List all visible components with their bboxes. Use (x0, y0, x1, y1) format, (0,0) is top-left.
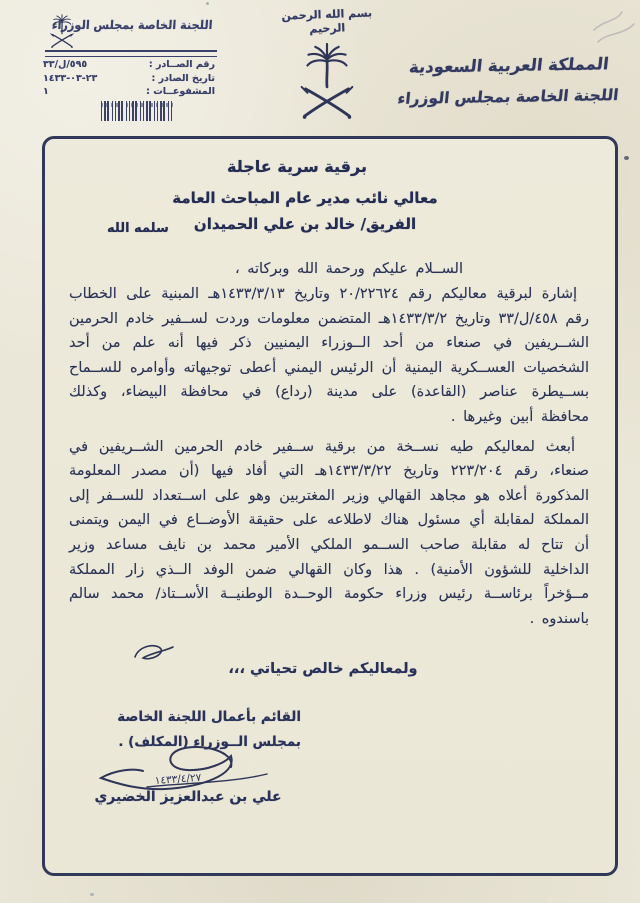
paragraph-1: إشارة لبرقية معاليكم رقم ٢٠/٢٢٦٢٤ وتاريخ ١٤٣٣/٣/١٣هـ المبنية على الخطاب رقم ٤٥٨/ل/٣٣ وتاريخ ١٤٣٣/٣/٢هـ المتضمن معلومات وردت لســفير خادم الحرمين الشــريفين في صنعاء من أحد الــوزراء اليمنيين ذكر فيها أنه علم من أحد الشخصيات العســكرية اليمنية أن الرئيس اليمني أعطى توجيهاته وأوامره للســماح بســيطرة عناصر (القاعدة) على مدينة (رداع) في محافظة البيضاء، وكذلك محافظة أبين وغيرها . (69, 286, 589, 425)
salutation: سلمه الله (107, 221, 169, 236)
paper-speck (90, 893, 94, 896)
greeting-line: الســلام عليكم ورحمة الله وبركاته ، (234, 261, 463, 277)
sender-capacity-line-1: القائم بأعمال اللجنة الخاصة (117, 709, 301, 725)
saudi-emblem-icon (294, 42, 360, 124)
barcode (101, 101, 173, 121)
basmala-calligraphy: بسم الله الرحمن الرحيم (281, 6, 373, 36)
outgoing-stamp (35, 6, 220, 126)
stamp-field-outgoing-number (43, 58, 215, 72)
pencil-marks-icon (588, 0, 640, 52)
stamp-fields (43, 58, 215, 99)
letterhead-kingdom: المملكة العربية السعودية (408, 54, 610, 77)
paper-speck (624, 156, 629, 160)
field-value: ٥٩٥/ل/٣٣ (43, 59, 88, 70)
stamp-title: اللجنة الخاصة بمجلس الوزراء (51, 18, 213, 32)
stamp-divider (45, 50, 217, 57)
addressee-name: الفريق/ خالد بن علي الحميدان (193, 215, 417, 233)
letter-frame (42, 136, 618, 876)
field-value: ١ (43, 86, 49, 97)
addressee-title: معالي نائب مدير عام المباحث العامة (172, 189, 438, 207)
paragraph-2: أبعث لمعاليكم طيه نســخة من برقية ســفير خادم الحرمين الشــريفين في صنعاء، رقم ٢٢٣/٢٠٤ وتاريخ ١٤٣٣/٣/٢٢هـ التي أفاد فيها (أن مصدر المعلومة المذكورة أعلاه هو مجاهد القهالي وزير المغتربين وهو على اســتعداد للســفر إلى المملكة لمقابلة أي مسئول هناك لاطلاعه على حقيقة الأوضــاع في اليمن ويتمنى أن تتاح له مقابلة صاحب الســمو الملكي الأمير محمد بن نايف مساعد وزير الداخلية للشؤون الأمنية) . هذا وكان القهالي ضمن الوفد الــذي زار المملكة مــؤخراً برئاســة رئيس وزراء حكومة الوحــدة الوطنيــة الأســتاذ/ محمد سالم باسندوه . (69, 438, 589, 627)
closing-line: ولمعاليكم خالص تحياتي ،،، (228, 661, 418, 677)
sender-capacity-line-2: بمجلس الــوزراء (المكلف) . (118, 734, 301, 750)
classification-line: برقية سرية عاجلة (227, 157, 367, 176)
field-label: رقم الصــادر : (148, 59, 215, 70)
sender-name: علي بن عبدالعزيز الخضيري (94, 789, 282, 805)
field-label: المشفوعــات : (146, 86, 215, 97)
paper-speck (206, 2, 209, 5)
handwritten-signature-icon (81, 741, 305, 817)
letterhead-committee: اللجنة الخاصة بمجلس الوزراء (396, 86, 620, 108)
stamp-field-outgoing-date (43, 72, 215, 86)
letter-body (69, 257, 589, 631)
field-label: تاريخ الصادر : (151, 72, 215, 84)
field-value: ٢٣-٠٣-١٤٣٣ (43, 72, 98, 84)
signature-date: ١٤٣٣/٤/٢٧ (154, 771, 202, 787)
stamp-field-enclosures (43, 85, 215, 99)
